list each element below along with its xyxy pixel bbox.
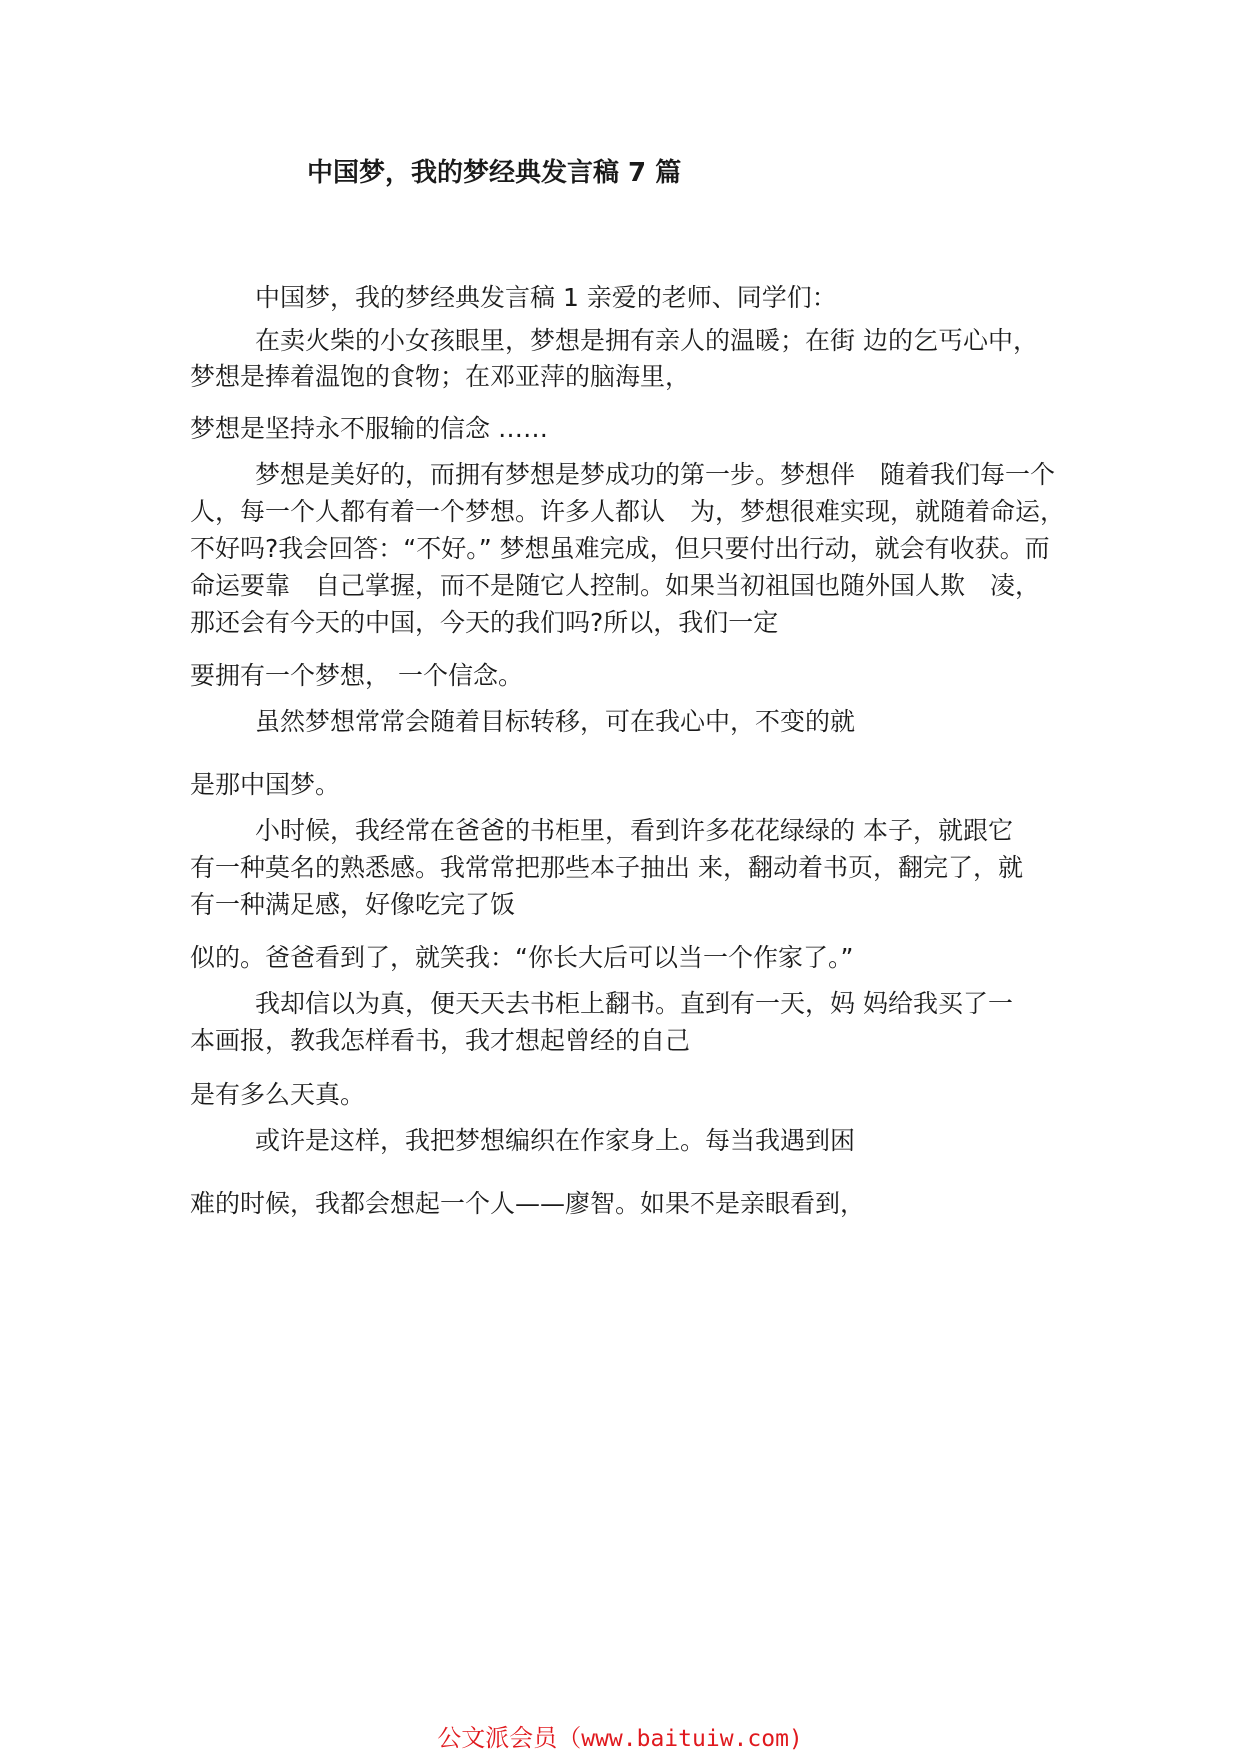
- paragraph-line: 虽然梦想常常会随着目标转移，可在我心中，不变的就: [255, 707, 856, 736]
- footer-watermark: [0, 1718, 1240, 1753]
- paragraph-line: 本画报，教我怎样看书，我才想起曾经的自己: [190, 1026, 691, 1055]
- paragraph-line: 中国梦，我的梦经典发言稿 1 亲爱的老师、同学们：: [255, 283, 837, 312]
- paragraph-line: 人，每一个人都有着一个梦想。许多人都认 为，梦想很难实现，就随着命运，: [190, 497, 1066, 526]
- paragraph-line: 那还会有今天的中国，今天的我们吗?所以，我们一定: [190, 608, 779, 637]
- paragraph-line: 我却信以为真，便天天去书柜上翻书。直到有一天，妈 妈给我买了一: [255, 989, 1013, 1018]
- paragraph-line: 梦想是美好的，而拥有梦想是梦成功的第一步。梦想伴 随着我们每一个: [255, 460, 1056, 489]
- footer-url: www.baituiw.com): [581, 1726, 803, 1752]
- paragraph-line: 梦想是捧着温饱的食物；在邓亚萍的脑海里，: [190, 362, 691, 391]
- paragraph-line: 梦想是坚持永不服输的信念 ……: [190, 414, 548, 443]
- paragraph-line: 似的。爸爸看到了，就笑我：“你长大后可以当一个作家了。”: [190, 943, 854, 972]
- paragraph-line: 有一种满足感，好像吃完了饭: [190, 890, 516, 919]
- paragraph-line: 难的时候，我都会想起一个人——廖智。如果不是亲眼看到，: [190, 1189, 866, 1218]
- paragraph-line: 要拥有一个梦想， 一个信念。: [190, 661, 523, 690]
- paragraph-line: 不好吗?我会回答：“不好。” 梦想虽难完成，但只要付出行动，就会有收获。而: [190, 534, 1050, 563]
- paragraph-line: 有一种莫名的熟悉感。我常常把那些本子抽出 来，翻动着书页，翻完了，就: [190, 853, 1023, 882]
- paragraph-line: 在卖火柴的小女孩眼里，梦想是拥有亲人的温暖；在街 边的乞丐心中，: [255, 326, 1038, 355]
- footer-brand: 公文派会员（: [437, 1724, 582, 1752]
- paragraph-line: 命运要靠 自己掌握，而不是随它人控制。如果当初祖国也随外国人欺 凌，: [190, 571, 1041, 600]
- paragraph-line: 是有多么天真。: [190, 1080, 366, 1109]
- paragraph-line: 或许是这样，我把梦想编织在作家身上。每当我遇到困: [255, 1126, 856, 1155]
- paragraph-line: 小时候，我经常在爸爸的书柜里，看到许多花花绿绿的 本子，就跟它: [255, 816, 1013, 845]
- document-title: 中国梦，我的梦经典发言稿 7 篇: [307, 158, 682, 188]
- paragraph-line: 是那中国梦。: [190, 770, 341, 799]
